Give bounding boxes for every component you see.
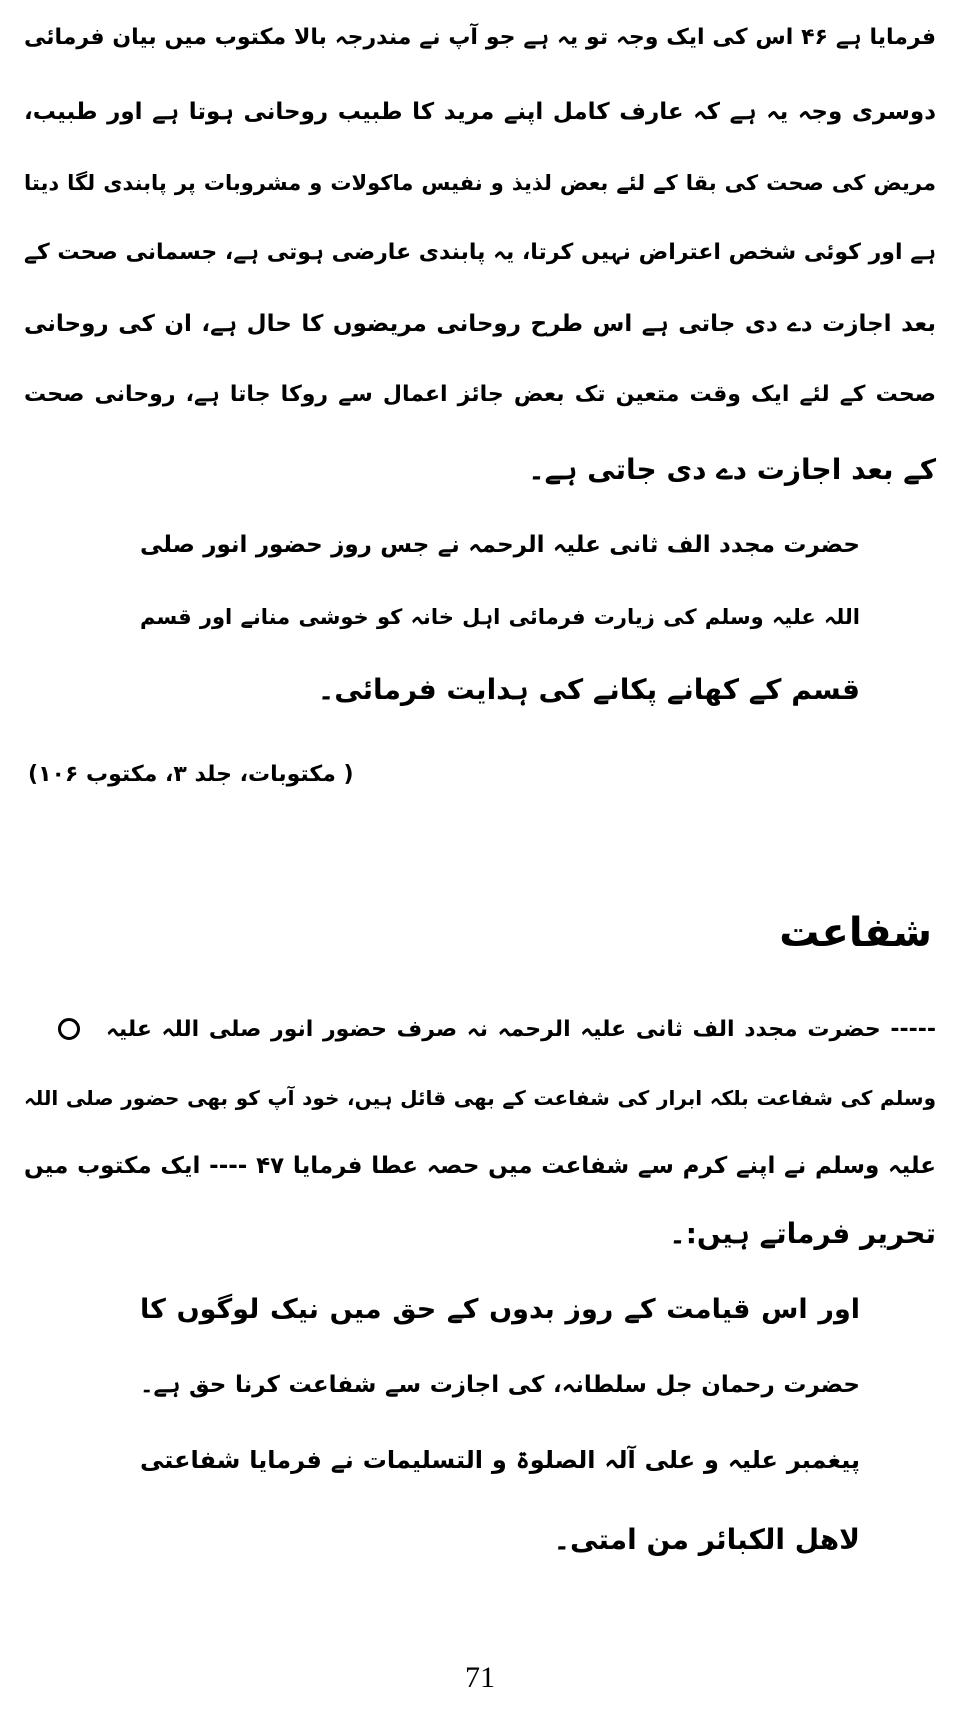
paragraph-1-line: کے بعد اجازت دے دی جاتی ہے۔: [528, 453, 936, 486]
paragraph-2-line: تحریر فرماتے ہیں:۔: [669, 1217, 936, 1250]
circle-bullet-icon: [58, 1018, 80, 1040]
page-number: 71: [465, 1661, 495, 1694]
paragraph-2-line: علیہ وسلم نے اپنے کرم سے شفاعت میں حصہ عطا فرمایا ۴۷ ---- ایک مکتوب میں: [24, 1153, 936, 1179]
quote-2-line: اور اس قیامت کے روز بدوں کے حق میں نیک لوگوں کا: [140, 1294, 860, 1325]
section-heading: شفاعت: [779, 910, 932, 956]
paragraph-1-line: دوسری وجہ یہ ہے کہ عارف کامل اپنے مرید کا طبیب روحانی ہوتا ہے اور طبیب،: [24, 99, 936, 125]
quote-2-line: لاھل الکبائر من امتی۔: [553, 1523, 860, 1556]
quote-2-line: پیغمبر علیہ و علی آلہ الصلوۃ و التسلیمات نے فرمایا شفاعتی: [140, 1446, 860, 1474]
paragraph-2-line: ----- حضرت مجدد الف ثانی علیہ الرحمہ نہ صرف حضور انور صلی اللہ علیہ: [106, 1017, 936, 1042]
quote-2-line: حضرت رحمان جل سلطانہ، کی اجازت سے شفاعت کرنا حق ہے۔: [140, 1372, 860, 1398]
paragraph-1-line: بعد اجازت دے دی جاتی ہے اس طرح روحانی مریضوں کا حال ہے، ان کی روحانی: [24, 311, 936, 337]
quote-1-line: قسم کے کھانے پکانے کی ہدایت فرمائی۔: [317, 673, 860, 706]
paragraph-1-line: صحت کے لئے ایک وقت متعین تک بعض جائز اعمال سے روکا جاتا ہے، روحانی صحت: [24, 382, 936, 407]
quote-1-line: اللہ علیہ وسلم کی زیارت فرمائی اہل خانہ کو خوشی منانے اور قسم: [140, 605, 860, 629]
paragraph-1-line: مریض کی صحت کی بقا کے لئے بعض لذیذ و نفیس ماکولات و مشروبات پر پابندی لگا دیتا: [24, 171, 936, 195]
citation: ( مکتوبات، جلد ۳، مکتوب ۱۰۶): [28, 762, 354, 787]
paragraph-1-line: ہے اور کوئی شخص اعتراض نہیں کرتا، یہ پابندی عارضی ہوتی ہے، جسمانی صحت کے: [24, 240, 936, 265]
quote-1-line: حضرت مجدد الف ثانی علیہ الرحمہ نے جس روز حضور انور صلی: [140, 532, 860, 558]
paragraph-1-line: فرمایا ہے ۴۶ اس کی ایک وجہ تو یہ ہے جو آپ نے مندرجہ بالا مکتوب میں بیان فرمائی: [24, 25, 936, 50]
paragraph-2-line: وسلم کی شفاعت بلکہ ابرار کی شفاعت کے بھی قائل ہیں، خود آپ کو بھی حضور صلی اللہ: [24, 1086, 936, 1110]
